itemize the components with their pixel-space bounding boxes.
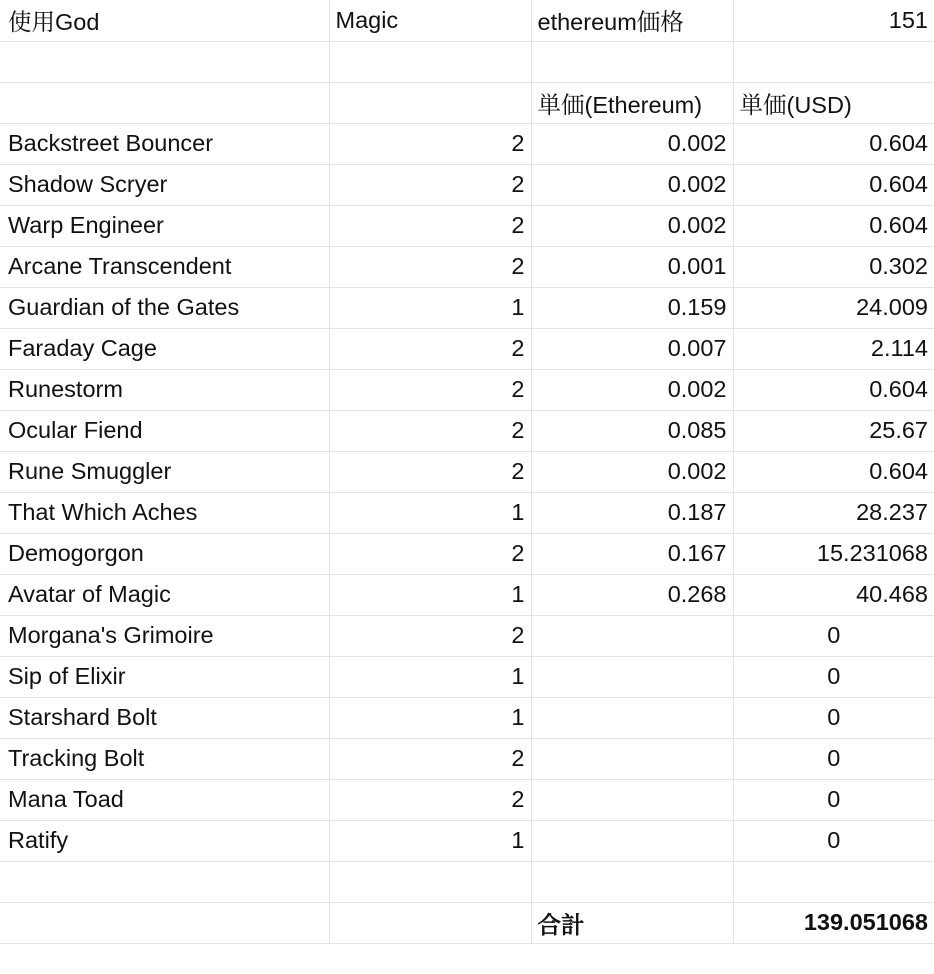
- empty-cell[interactable]: [0, 902, 329, 943]
- eth-price-cell[interactable]: 0.007: [531, 328, 733, 369]
- card-name-cell[interactable]: Runestorm: [0, 369, 329, 410]
- quantity-cell[interactable]: 2: [329, 410, 531, 451]
- card-name-cell[interactable]: Shadow Scryer: [0, 164, 329, 205]
- table-row: [0, 656, 934, 697]
- usd-price-cell[interactable]: 25.67: [733, 410, 934, 451]
- usd-price-cell[interactable]: 0: [733, 697, 934, 738]
- table-row: [0, 574, 934, 615]
- empty-cell[interactable]: [329, 902, 531, 943]
- god-value-cell[interactable]: Magic: [329, 0, 531, 41]
- usd-price-cell[interactable]: 15.231068: [733, 533, 934, 574]
- card-rows: [0, 123, 934, 861]
- card-name-cell[interactable]: Ocular Fiend: [0, 410, 329, 451]
- eth-price-cell[interactable]: 0.187: [531, 492, 733, 533]
- card-name-cell[interactable]: Backstreet Bouncer: [0, 123, 329, 164]
- table-row: [0, 492, 934, 533]
- card-name-cell[interactable]: That Which Aches: [0, 492, 329, 533]
- usd-price-cell[interactable]: 0: [733, 738, 934, 779]
- eth-price-cell[interactable]: 0.001: [531, 246, 733, 287]
- usd-price-cell[interactable]: 0.604: [733, 369, 934, 410]
- empty-row: [0, 41, 934, 82]
- total-row: [0, 902, 934, 943]
- empty-cell[interactable]: [0, 861, 329, 902]
- card-name-cell[interactable]: Starshard Bolt: [0, 697, 329, 738]
- quantity-cell[interactable]: 1: [329, 574, 531, 615]
- column-header-row: [0, 82, 934, 123]
- table-row: [0, 820, 934, 861]
- table-row: [0, 615, 934, 656]
- total-value-cell[interactable]: 139.051068: [733, 902, 934, 943]
- quantity-cell[interactable]: 2: [329, 738, 531, 779]
- card-name-cell[interactable]: Tracking Bolt: [0, 738, 329, 779]
- table-row: [0, 369, 934, 410]
- card-name-cell[interactable]: Avatar of Magic: [0, 574, 329, 615]
- eth-price-cell[interactable]: [531, 820, 733, 861]
- quantity-cell[interactable]: 2: [329, 533, 531, 574]
- table-row: [0, 410, 934, 451]
- usd-price-cell[interactable]: 0.604: [733, 451, 934, 492]
- usd-price-cell[interactable]: 0: [733, 615, 934, 656]
- quantity-cell[interactable]: 2: [329, 779, 531, 820]
- table-row: [0, 533, 934, 574]
- total-label-cell[interactable]: 合計: [531, 902, 733, 943]
- empty-cell[interactable]: [329, 82, 531, 123]
- table-row: [0, 779, 934, 820]
- card-name-cell[interactable]: Rune Smuggler: [0, 451, 329, 492]
- usd-price-cell[interactable]: 0.604: [733, 123, 934, 164]
- quantity-cell[interactable]: 1: [329, 820, 531, 861]
- eth-price-value-cell[interactable]: 151: [733, 0, 934, 41]
- eth-price-cell[interactable]: 0.002: [531, 164, 733, 205]
- empty-cell[interactable]: [531, 861, 733, 902]
- eth-price-cell[interactable]: 0.002: [531, 369, 733, 410]
- usd-price-cell[interactable]: 40.468: [733, 574, 934, 615]
- card-name-cell[interactable]: Sip of Elixir: [0, 656, 329, 697]
- eth-price-cell[interactable]: 0.085: [531, 410, 733, 451]
- card-name-cell[interactable]: Arcane Transcendent: [0, 246, 329, 287]
- quantity-cell[interactable]: 1: [329, 697, 531, 738]
- god-label-cell[interactable]: 使用God: [0, 0, 329, 41]
- quantity-cell[interactable]: 2: [329, 328, 531, 369]
- quantity-cell[interactable]: 2: [329, 164, 531, 205]
- eth-price-cell[interactable]: [531, 615, 733, 656]
- card-name-cell[interactable]: Mana Toad: [0, 779, 329, 820]
- eth-price-label-cell[interactable]: ethereum価格: [531, 0, 733, 41]
- quantity-cell[interactable]: 2: [329, 451, 531, 492]
- table-row: [0, 697, 934, 738]
- header-row: [0, 0, 934, 41]
- empty-cell[interactable]: [0, 82, 329, 123]
- quantity-cell[interactable]: 1: [329, 287, 531, 328]
- eth-price-cell[interactable]: 0.002: [531, 205, 733, 246]
- eth-price-cell[interactable]: [531, 656, 733, 697]
- usd-price-cell[interactable]: 0: [733, 779, 934, 820]
- empty-cell[interactable]: [531, 41, 733, 82]
- table-row: [0, 246, 934, 287]
- quantity-cell[interactable]: 1: [329, 492, 531, 533]
- card-name-cell[interactable]: Ratify: [0, 820, 329, 861]
- usd-price-cell[interactable]: 2.114: [733, 328, 934, 369]
- table-row: [0, 287, 934, 328]
- table-row: [0, 123, 934, 164]
- usd-price-cell[interactable]: 0.604: [733, 164, 934, 205]
- card-name-cell[interactable]: Faraday Cage: [0, 328, 329, 369]
- empty-cell[interactable]: [329, 41, 531, 82]
- usd-price-cell[interactable]: 0.302: [733, 246, 934, 287]
- table-row: [0, 451, 934, 492]
- quantity-cell[interactable]: 1: [329, 656, 531, 697]
- eth-price-cell[interactable]: [531, 779, 733, 820]
- quantity-cell[interactable]: 2: [329, 123, 531, 164]
- empty-cell[interactable]: [733, 41, 934, 82]
- unit-price-eth-header[interactable]: 単価(Ethereum): [531, 82, 733, 123]
- card-name-cell[interactable]: Demogorgon: [0, 533, 329, 574]
- usd-price-cell[interactable]: 0: [733, 820, 934, 861]
- table-row: [0, 738, 934, 779]
- table-row: [0, 328, 934, 369]
- sheet-footer: [0, 861, 934, 943]
- eth-price-cell[interactable]: 0.159: [531, 287, 733, 328]
- quantity-cell[interactable]: 2: [329, 205, 531, 246]
- eth-price-cell[interactable]: 0.167: [531, 533, 733, 574]
- quantity-cell[interactable]: 2: [329, 615, 531, 656]
- quantity-cell[interactable]: 2: [329, 369, 531, 410]
- quantity-cell[interactable]: 2: [329, 246, 531, 287]
- eth-price-cell[interactable]: [531, 697, 733, 738]
- unit-price-usd-header[interactable]: 単価(USD): [733, 82, 934, 123]
- eth-price-cell[interactable]: 0.002: [531, 451, 733, 492]
- card-name-cell[interactable]: Morgana's Grimoire: [0, 615, 329, 656]
- empty-row: [0, 861, 934, 902]
- usd-price-cell[interactable]: 0.604: [733, 205, 934, 246]
- empty-cell[interactable]: [733, 861, 934, 902]
- table-row: [0, 205, 934, 246]
- usd-price-cell[interactable]: 0: [733, 656, 934, 697]
- usd-price-cell[interactable]: 28.237: [733, 492, 934, 533]
- card-name-cell[interactable]: Guardian of the Gates: [0, 287, 329, 328]
- usd-price-cell[interactable]: 24.009: [733, 287, 934, 328]
- empty-cell[interactable]: [329, 861, 531, 902]
- empty-cell[interactable]: [0, 41, 329, 82]
- table-row: [0, 164, 934, 205]
- eth-price-cell[interactable]: [531, 738, 733, 779]
- sheet-body: [0, 0, 934, 123]
- eth-price-cell[interactable]: 0.002: [531, 123, 733, 164]
- card-name-cell[interactable]: Warp Engineer: [0, 205, 329, 246]
- eth-price-cell[interactable]: 0.268: [531, 574, 733, 615]
